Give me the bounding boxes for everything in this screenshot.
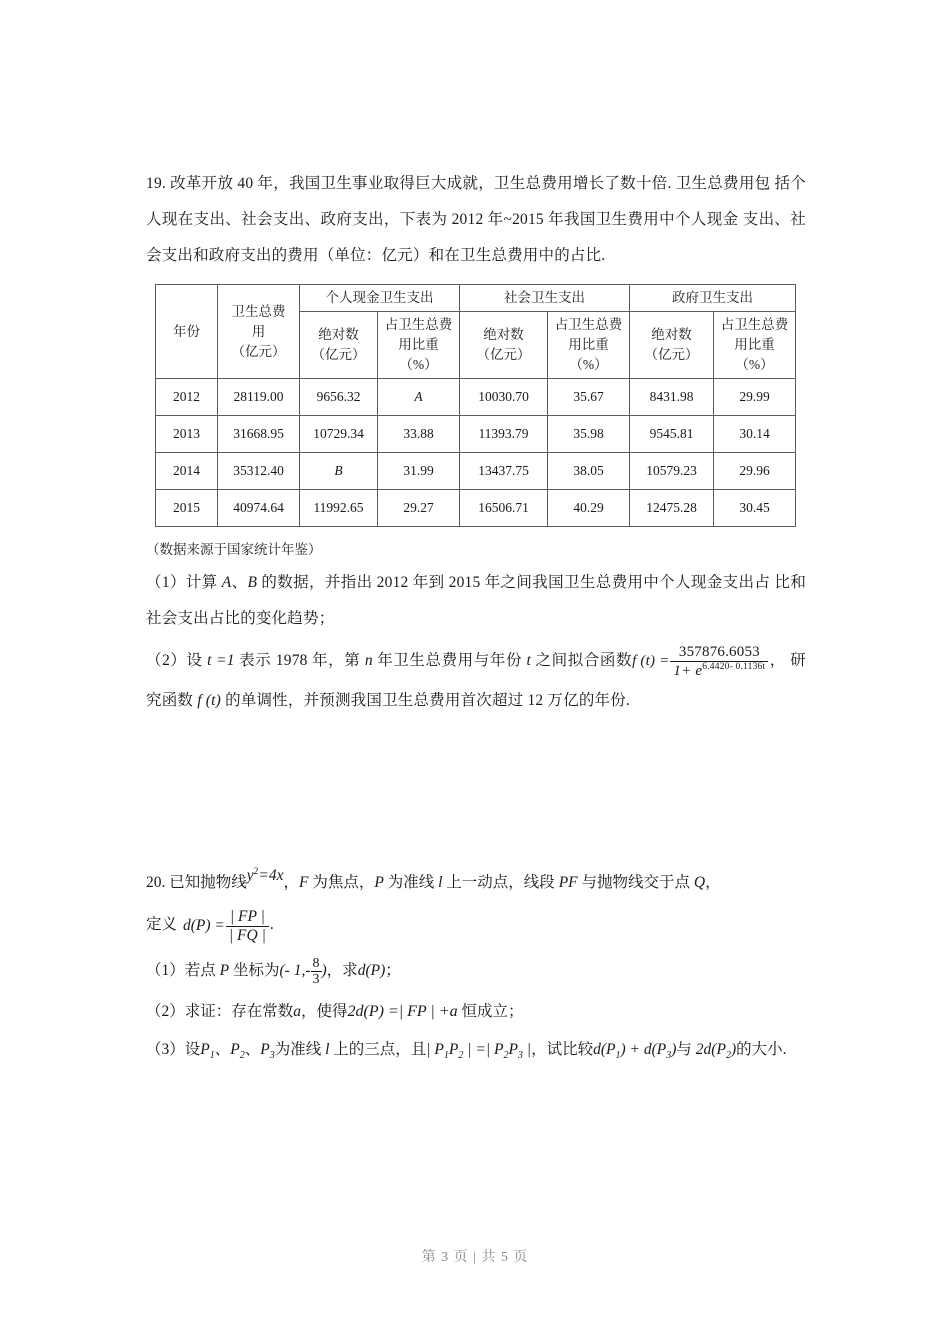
q19-part1-c: 的数据，并指出 2012 年到 2015 年之间我国卫生总费用中个人现金支出占 (257, 574, 771, 591)
q20-def-label: 定义 (146, 916, 178, 934)
q19-stem-line3: 支出、社会支出和政府支出的费用（单位：亿元）和在卫生总费用中的占比. (146, 211, 806, 264)
q19-stem-line2: 括个人现在支出、社会支出、政府支出，下表为 2012 年~2015 年我国卫生费用中个人现金 (146, 175, 807, 228)
header-abs-l2-a: （亿元） (311, 347, 366, 362)
q19-stem-line1: 改革开放 40 年，我国卫生事业取得巨大成就，卫生总费用增长了数十倍. 卫生总费用包 (170, 175, 771, 192)
q20-part3 (146, 1030, 806, 1076)
header-total (218, 285, 300, 379)
cell-personal-ratio: 31.99 (378, 453, 460, 490)
header-abs-l1-a: 绝对数 (318, 327, 359, 342)
cell-total: 31668.95 (218, 416, 300, 453)
q20-part3-l: l (325, 1041, 330, 1059)
header-group-social: 社会卫生支出 (460, 285, 630, 312)
cell-government-ratio: 30.14 (714, 416, 796, 453)
fit-formula-numerator: 357876.6053 (670, 644, 768, 662)
parabola-rest: =4x (258, 867, 284, 885)
cell-personal-ratio: 29.27 (378, 490, 460, 527)
header-year (156, 285, 218, 379)
q19-part1-b: 、 (231, 574, 248, 591)
q19-number: 19. (146, 175, 166, 192)
cell-personal-absolute: 11992.65 (300, 490, 378, 527)
cell-social-ratio: 35.67 (548, 379, 630, 416)
header-total-l1: 卫生总费 (231, 303, 286, 319)
cell-personal-absolute: 10729.34 (300, 416, 378, 453)
cell-social-ratio: 35.98 (548, 416, 630, 453)
compare-expression-right (695, 1041, 737, 1062)
q20-PF: PF (558, 874, 578, 892)
q20-part1-b: 坐标为 (229, 961, 280, 979)
header-ratio-l2-c: 用比重 (734, 337, 775, 352)
q20-P3-letter: P (260, 1041, 270, 1059)
fit-formula-lhs: f (t) = (632, 653, 670, 670)
q20-stem (146, 860, 806, 902)
q20-part2-b: ，使得 (301, 1003, 348, 1021)
definition-numerator: | FP | (226, 908, 269, 927)
q20-part3-c: 、 (244, 1041, 261, 1059)
header-abs-l2-b: （亿元） (476, 347, 531, 362)
q19-stem (146, 166, 806, 274)
q20-part2 (146, 993, 806, 1030)
fit-denom-base: 1+ e (673, 663, 703, 679)
table-row (156, 490, 796, 527)
q20-part1-P: P (219, 961, 230, 979)
parabola-exponent: 2 (253, 867, 259, 877)
q19-part2-comma: ， (769, 652, 786, 669)
fit-formula-denominator (670, 662, 768, 680)
cond-right-mid: P (508, 1041, 518, 1059)
q20-def-period: . (269, 916, 274, 934)
segment-equality-condition (426, 1041, 532, 1062)
q20-P1-sub: 1 (209, 1050, 215, 1062)
header-abs-l2-c: （亿元） (644, 347, 699, 362)
header-year-label: 年份 (173, 323, 200, 339)
fit-formula-fraction (670, 644, 768, 681)
fit-function-formula (632, 641, 769, 681)
q20-stem-c: 为焦点， (308, 874, 375, 892)
q19-part2-mid3: 之间拟合函数 (531, 652, 633, 669)
coord-prefix: (- 1,- (279, 962, 311, 980)
definition-formula (183, 903, 270, 949)
header-group-personal: 个人现金卫生支出 (300, 285, 460, 312)
q20-part2-equation: 2d(P) =| FP | +a (347, 1003, 458, 1021)
coord-suffix: ) (321, 962, 327, 980)
table-row (156, 416, 796, 453)
cell-government-ratio: 29.99 (714, 379, 796, 416)
q20-P1 (200, 1041, 215, 1062)
point-P-coordinate (280, 949, 327, 993)
q20-part1-c: ，求 (326, 961, 358, 979)
health-expenditure-table (155, 284, 796, 527)
cell-year: 2015 (156, 490, 218, 527)
header-social-absolute (460, 312, 548, 379)
cmp-d1-sub: 1 (615, 1050, 621, 1062)
cell-social-ratio: 38.05 (548, 453, 630, 490)
table-row (156, 379, 796, 416)
cell-year: 2012 (156, 379, 218, 416)
cell-social-absolute: 13437.75 (460, 453, 548, 490)
q20-part1-d: ； (385, 961, 401, 979)
parabola-y: y (246, 867, 254, 885)
q20-stem-d: 为准线 (383, 874, 439, 892)
header-ratio-l1-a: 占卫生总费 (384, 317, 453, 332)
q19-part2-mid2: 年卫生总费用与年份 (372, 652, 527, 669)
q19-part1-a: （1）计算 (146, 574, 222, 591)
cell-personal-absolute: B (300, 453, 378, 490)
q20-part3-e: 上的三点，且 (329, 1041, 427, 1059)
q20-part1-dP: d(P) (357, 961, 386, 979)
q19-ft: f (t) (197, 692, 221, 710)
q19-part2-t: t (526, 652, 532, 669)
cell-government-ratio: 29.96 (714, 453, 796, 490)
cell-government-absolute: 10579.23 (630, 453, 714, 490)
header-ratio-l1-c: 占卫生总费 (720, 317, 789, 332)
q20-P3-sub: 3 (269, 1050, 275, 1062)
cond-left-open: | P (426, 1041, 444, 1059)
header-ratio-l3-c: （%） (735, 357, 774, 372)
q20-part2-const-a: a (293, 1003, 302, 1021)
cell-government-ratio: 30.45 (714, 490, 796, 527)
table-row (156, 453, 796, 490)
cond-left-mid: P (448, 1041, 459, 1059)
q20-P3 (260, 1041, 275, 1062)
q20-part2-a: （2）求证：存在常数 (146, 1003, 294, 1021)
q20-P2-sub: 2 (239, 1050, 245, 1062)
question-20 (146, 860, 806, 1076)
header-abs-l1-b: 绝对数 (483, 327, 524, 342)
header-ratio-l2-b: 用比重 (568, 337, 609, 352)
cmp2-sub: 2 (725, 1050, 731, 1062)
q19-source-note: （数据来源于国家统计年鉴） (146, 542, 322, 557)
header-personal-absolute (300, 312, 378, 379)
q20-stem-g: ， (705, 874, 721, 892)
cell-social-absolute: 10030.70 (460, 379, 548, 416)
header-government-ratio (714, 312, 796, 379)
cmp-d3-sub: 3 (666, 1050, 672, 1062)
cell-government-absolute: 8431.98 (630, 379, 714, 416)
q20-stem-b: ， (283, 874, 300, 892)
cond-middle: | =| P (463, 1041, 504, 1059)
cmp-close: ) (671, 1041, 677, 1059)
coord-fraction (311, 956, 322, 988)
q20-definition (146, 902, 806, 948)
q20-part3-b: 、 (214, 1041, 231, 1059)
q20-part1-a: （1）若点 (146, 961, 220, 979)
cell-personal-ratio: A (378, 379, 460, 416)
cmp-d1: d(P (593, 1041, 616, 1059)
q19-var-B: B (247, 574, 258, 591)
q19-part2-n: n (364, 652, 373, 669)
cell-total: 35312.40 (218, 453, 300, 490)
q20-part3-g: 与 (676, 1041, 692, 1059)
header-ratio-l2-a: 用比重 (398, 337, 439, 352)
cmp2-close: ) (730, 1041, 737, 1059)
cell-total: 40974.64 (218, 490, 300, 527)
cell-social-absolute: 11393.79 (460, 416, 548, 453)
q20-part1 (146, 949, 806, 993)
q19-part2-pre: （2）设 (146, 652, 208, 669)
q20-part3-d: 为准线 (274, 1041, 326, 1059)
q20-l: l (438, 874, 443, 892)
q20-part3-a: （3）设 (146, 1041, 201, 1059)
definition-denominator: | FQ | (228, 926, 266, 944)
header-abs-l1-c: 绝对数 (651, 327, 692, 342)
header-personal-ratio (378, 312, 460, 379)
table-body (156, 379, 796, 527)
cmp-plus: ) + d(P (620, 1041, 667, 1059)
cell-social-absolute: 16506.71 (460, 490, 548, 527)
fit-denom-exponent: 6.4420- 0.1136t (702, 662, 766, 672)
q20-P1-letter: P (200, 1041, 210, 1059)
cond-right-close: | (522, 1041, 532, 1059)
definition-fraction (226, 908, 269, 945)
q20-F: F (299, 874, 309, 892)
cell-year: 2013 (156, 416, 218, 453)
cell-social-ratio: 40.29 (548, 490, 630, 527)
cond-right-sub2: 3 (517, 1050, 523, 1062)
q19-part2-mid1: 表示 1978 年，第 (234, 652, 365, 669)
q19-part2-line2-a: 研究函数 (146, 652, 806, 710)
header-total-l3: （亿元） (231, 343, 286, 359)
cell-total: 28119.00 (218, 379, 300, 416)
coord-frac-top: 8 (312, 955, 320, 971)
header-social-ratio (548, 312, 630, 379)
q20-part3-tail: 的大小. (736, 1041, 787, 1059)
q19-part2-line2-b: 的单调性，并预测我国卫生总费用首次超过 12 万亿的年份. (221, 692, 631, 710)
cond-left-sub1: 1 (443, 1050, 449, 1062)
parabola-equation (247, 867, 284, 884)
q20-Q: Q (693, 874, 706, 892)
header-group-government: 政府卫生支出 (630, 285, 796, 312)
header-total-l2: 用 (251, 323, 266, 339)
q19-var-A: A (221, 574, 232, 591)
cell-government-absolute: 12475.28 (630, 490, 714, 527)
cond-left-sub2: 2 (458, 1050, 464, 1062)
header-ratio-l3-b: （%） (569, 357, 608, 372)
q20-number: 20. (146, 874, 166, 892)
q19-part1 (146, 565, 806, 637)
header-government-absolute (630, 312, 714, 379)
q20-P: P (374, 874, 384, 892)
cond-right-sub1: 2 (503, 1050, 509, 1062)
question-19 (146, 166, 806, 721)
q20-part2-c: 恒成立； (457, 1003, 524, 1021)
header-ratio-l3-a: （%） (399, 357, 438, 372)
q19-part2 (146, 641, 806, 721)
cell-personal-absolute: 9656.32 (300, 379, 378, 416)
cmp2-expr: 2d(P (695, 1041, 726, 1059)
q20-stem-e: 上一动点，线段 (442, 874, 559, 892)
cell-personal-ratio: 33.88 (378, 416, 460, 453)
coord-frac-bot: 3 (312, 971, 320, 987)
q20-stem-a: 已知抛物线 (169, 874, 247, 892)
q20-part3-f: ，试比较 (531, 1041, 594, 1059)
header-ratio-l1-b: 占卫生总费 (554, 317, 623, 332)
q19-part1-line2: 比和社会支出占比的变化趋势； (146, 574, 807, 627)
q20-P2-letter: P (230, 1041, 240, 1059)
q19-part2-t-eq: t =1 (207, 652, 235, 669)
cell-government-absolute: 9545.81 (630, 416, 714, 453)
table-header-row-groups (156, 285, 796, 312)
q20-stem-f: 与抛物线交于点 (577, 874, 694, 892)
compare-expression-left (593, 1041, 677, 1062)
definition-lhs: d(P) = (183, 916, 225, 934)
cell-year: 2014 (156, 453, 218, 490)
page-footer: 第 3 页 | 共 5 页 (421, 1250, 529, 1265)
q20-P2 (230, 1041, 245, 1062)
